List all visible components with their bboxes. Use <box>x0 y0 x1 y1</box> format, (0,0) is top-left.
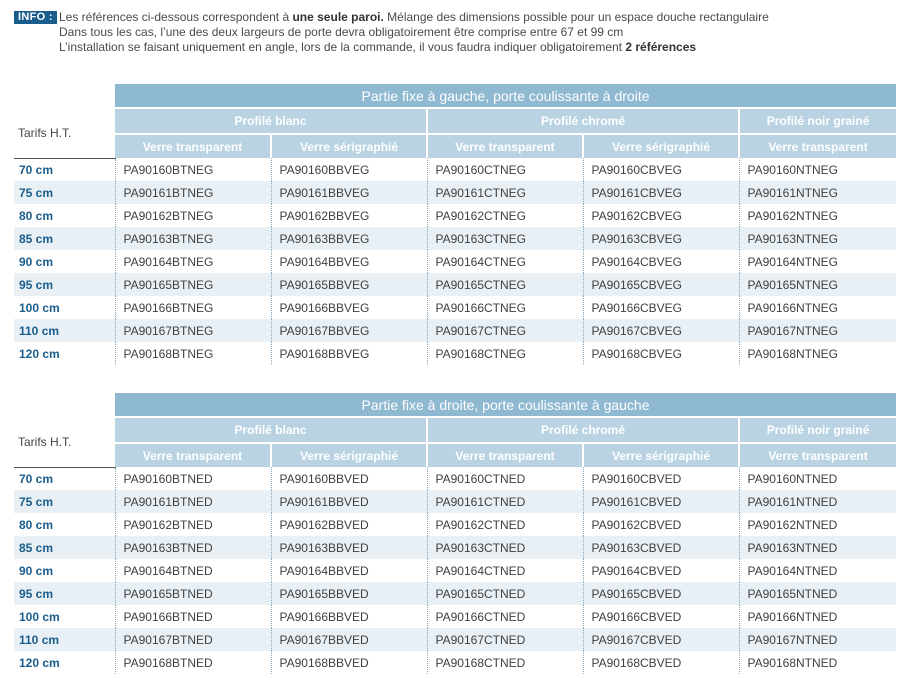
reference-cell: PA90168CTNEG <box>427 342 583 365</box>
group-header-row <box>14 108 896 134</box>
reference-cell: PA90163NTNED <box>739 536 896 559</box>
reference-cell: PA90164CTNEG <box>427 250 583 273</box>
reference-cell: PA90166NTNED <box>739 605 896 628</box>
table-body <box>14 84 896 365</box>
reference-cell: PA90165BTNED <box>115 582 271 605</box>
info-line-3-text: L’installation se faisant uniquement en angle, lors de la commande, il vous faudra indiquer obligatoirement <box>59 40 626 54</box>
reference-cell: PA90167CTNED <box>427 628 583 651</box>
group-header-row <box>14 417 896 443</box>
size-cell: 85 cm <box>14 536 115 559</box>
size-cell: 120 cm <box>19 346 60 361</box>
size-cell: 75 cm <box>14 490 115 513</box>
reference-cell: PA90162BBVEG <box>271 204 427 227</box>
col-header: Verre sérigraphié <box>583 443 739 467</box>
reference-cell: PA90164BBVEG <box>271 250 427 273</box>
reference-cell: PA90167BBVED <box>271 628 427 651</box>
size-cell: 110 cm <box>14 628 115 651</box>
reference-cell: PA90162CBVED <box>583 513 739 536</box>
reference-cell: PA90165CBVED <box>583 582 739 605</box>
reference-cell: PA90166CBVED <box>583 605 739 628</box>
size-cell: 95 cm <box>14 582 115 605</box>
reference-cell: PA90162BTNEG <box>115 204 271 227</box>
reference-cell: PA90160CTNEG <box>427 158 583 181</box>
reference-cell: PA90164CBVED <box>583 559 739 582</box>
reference-cell: PA90165NTNEG <box>739 273 896 296</box>
table-row <box>14 227 896 250</box>
table-row <box>14 296 896 319</box>
table-row <box>14 250 896 273</box>
reference-cell: PA90160NTNED <box>739 467 896 490</box>
reference-cell: PA90165CTNED <box>427 582 583 605</box>
reference-cell: PA90162NTNEG <box>739 204 896 227</box>
reference-cell: PA90167BTNEG <box>115 319 271 342</box>
tarifs-label: Tarifs H.T. <box>14 108 115 158</box>
reference-cell: PA90163NTNEG <box>739 227 896 250</box>
reference-cell: PA90163BTNEG <box>115 227 271 250</box>
reference-cell: PA90162CTNED <box>427 513 583 536</box>
reference-cell: PA90165BBVED <box>271 582 427 605</box>
reference-cell: PA90166CBVEG <box>583 296 739 319</box>
reference-cell: PA90168CBVEG <box>583 342 739 365</box>
size-cell: 90 cm <box>19 254 54 269</box>
table-title: Partie fixe à droite, porte coulissante à gauche <box>115 393 896 417</box>
size-cell: 75 cm <box>14 181 115 204</box>
size-cell: 90 cm <box>19 563 54 578</box>
reference-cell: PA90160BBVED <box>271 467 427 490</box>
info-line-1-text: Les références ci-dessous correspondent à <box>59 10 293 24</box>
reference-cell: PA90168NTNED <box>739 651 896 674</box>
reference-cell: PA90165BTNEG <box>115 273 271 296</box>
table-row <box>14 559 896 582</box>
info-line-2 <box>14 25 894 40</box>
col-header: Verre sérigraphié <box>271 443 427 467</box>
reference-cell: PA90162BBVED <box>271 513 427 536</box>
table-row <box>14 536 896 559</box>
group-profile-black: Profilé noir grainé <box>739 108 896 134</box>
reference-cell: PA90163BBVED <box>271 536 427 559</box>
reference-cell: PA90163CTNEG <box>427 227 583 250</box>
reference-cell: PA90166NTNEG <box>739 296 896 319</box>
reference-cell: PA90167BTNED <box>115 628 271 651</box>
sub-header-row <box>14 134 896 158</box>
reference-cell: PA90161NTNED <box>739 490 896 513</box>
reference-cell: PA90164NTNEG <box>739 250 896 273</box>
reference-cell: PA90164BTNEG <box>115 250 271 273</box>
reference-cell: PA90168CBVED <box>583 651 739 674</box>
info-badge: INFO : <box>14 11 57 24</box>
reference-cell: PA90168BBVEG <box>271 342 427 365</box>
reference-cell: PA90166BBVED <box>271 605 427 628</box>
reference-cell: PA90162BTNED <box>115 513 271 536</box>
reference-cell: PA90161BBVEG <box>271 181 427 204</box>
reference-cell: PA90163CTNED <box>427 536 583 559</box>
reference-cell: PA90168NTNEG <box>739 342 896 365</box>
table-row <box>14 490 896 513</box>
reference-cell: PA90166CTNEG <box>427 296 583 319</box>
title-row <box>14 393 896 417</box>
reference-cell: PA90160BTNEG <box>115 158 271 181</box>
reference-cell: PA90162NTNED <box>739 513 896 536</box>
reference-cell: PA90160BTNED <box>115 467 271 490</box>
reference-cell: PA90160CBVEG <box>583 158 739 181</box>
reference-cell: PA90168CTNED <box>427 651 583 674</box>
col-header: Verre transparent <box>115 443 271 467</box>
reference-table-right <box>14 393 896 674</box>
table-row <box>14 181 896 204</box>
reference-cell: PA90164BBVED <box>271 559 427 582</box>
reference-cell: PA90166BBVEG <box>271 296 427 319</box>
reference-cell: PA90163BBVEG <box>271 227 427 250</box>
size-cell: 110 cm <box>14 319 115 342</box>
reference-table-left <box>14 84 896 365</box>
reference-cell: PA90163CBVEG <box>583 227 739 250</box>
table-row <box>14 273 896 296</box>
sub-header-row <box>14 443 896 467</box>
reference-cell: PA90161CBVEG <box>583 181 739 204</box>
reference-cell: PA90168BTNED <box>115 651 271 674</box>
reference-cell: PA90161CBVED <box>583 490 739 513</box>
group-profile-white: Profilé blanc <box>115 417 427 443</box>
info-line-1-rest: Mélange des dimensions possible pour un espace douche rectangulaire <box>383 10 769 24</box>
reference-cell: PA90164NTNED <box>739 559 896 582</box>
col-header: Verre sérigraphié <box>271 134 427 158</box>
reference-cell: PA90166BTNED <box>115 605 271 628</box>
info-block <box>14 10 894 55</box>
col-header: Verre transparent <box>739 443 896 467</box>
table-row <box>14 342 896 365</box>
reference-cell: PA90162CBVEG <box>583 204 739 227</box>
col-header: Verre sérigraphié <box>583 134 739 158</box>
reference-cell: PA90163BTNED <box>115 536 271 559</box>
table-row <box>14 467 896 490</box>
size-cell: 120 cm <box>19 655 60 670</box>
reference-cell: PA90167CBVEG <box>583 319 739 342</box>
info-line-3 <box>14 40 894 55</box>
reference-cell: PA90165NTNED <box>739 582 896 605</box>
reference-cell: PA90166CTNED <box>427 605 583 628</box>
size-cell: 80 cm <box>19 517 54 532</box>
reference-cell: PA90160CBVED <box>583 467 739 490</box>
reference-cell: PA90167CTNEG <box>427 319 583 342</box>
reference-cell: PA90167NTNEG <box>739 319 896 342</box>
reference-cell: PA90165BBVEG <box>271 273 427 296</box>
table-row <box>14 582 896 605</box>
reference-cell: PA90160BBVEG <box>271 158 427 181</box>
reference-cell: PA90168BBVED <box>271 651 427 674</box>
title-row <box>14 84 896 108</box>
table-row <box>14 605 896 628</box>
tarifs-label: Tarifs H.T. <box>14 417 115 467</box>
reference-cell: PA90167CBVED <box>583 628 739 651</box>
table-row <box>14 628 896 651</box>
group-profile-white: Profilé blanc <box>115 108 427 134</box>
reference-cell: PA90161CTNED <box>427 490 583 513</box>
info-line-1-bold: une seule paroi. <box>292 10 384 24</box>
group-profile-chrome: Profilé chromé <box>427 108 739 134</box>
reference-cell: PA90165CBVEG <box>583 273 739 296</box>
reference-cell: PA90165CTNEG <box>427 273 583 296</box>
size-cell: 100 cm <box>19 300 60 315</box>
col-header: Verre transparent <box>427 134 583 158</box>
size-cell: 70 cm <box>19 471 54 486</box>
corner-cell <box>14 84 115 108</box>
size-cell: 85 cm <box>14 227 115 250</box>
reference-cell: PA90163CBVED <box>583 536 739 559</box>
reference-cell: PA90161NTNEG <box>739 181 896 204</box>
reference-cell: PA90164CBVEG <box>583 250 739 273</box>
col-header: Verre transparent <box>427 443 583 467</box>
corner-cell <box>14 393 115 417</box>
reference-cell: PA90160NTNEG <box>739 158 896 181</box>
table-title: Partie fixe à gauche, porte coulissante à droite <box>115 84 896 108</box>
col-header: Verre transparent <box>115 134 271 158</box>
size-cell: 100 cm <box>19 609 60 624</box>
reference-cell: PA90164CTNED <box>427 559 583 582</box>
group-profile-black: Profilé noir grainé <box>739 417 896 443</box>
reference-cell: PA90160CTNED <box>427 467 583 490</box>
info-line-3-bold: 2 références <box>625 40 697 54</box>
reference-cell: PA90167NTNED <box>739 628 896 651</box>
reference-cell: PA90166BTNEG <box>115 296 271 319</box>
table-row <box>14 158 896 181</box>
col-header: Verre transparent <box>739 134 896 158</box>
reference-cell: PA90168BTNEG <box>115 342 271 365</box>
reference-cell: PA90161CTNEG <box>427 181 583 204</box>
size-cell: 70 cm <box>19 162 54 177</box>
table-row <box>14 513 896 536</box>
info-line-2-text: Dans tous les cas, l’une des deux largeurs de porte devra obligatoirement être comprise entre 67 et 99 cm <box>59 25 624 39</box>
reference-cell: PA90161BTNED <box>115 490 271 513</box>
reference-cell: PA90167BBVEG <box>271 319 427 342</box>
group-profile-chrome: Profilé chromé <box>427 417 739 443</box>
info-line-1 <box>14 10 894 25</box>
reference-cell: PA90161BTNEG <box>115 181 271 204</box>
reference-cell: PA90161BBVED <box>271 490 427 513</box>
table-row <box>14 319 896 342</box>
size-cell: 80 cm <box>19 208 54 223</box>
table-body <box>14 393 896 674</box>
table-row <box>14 651 896 674</box>
table-row <box>14 204 896 227</box>
reference-cell: PA90164BTNED <box>115 559 271 582</box>
size-cell: 95 cm <box>14 273 115 296</box>
reference-cell: PA90162CTNEG <box>427 204 583 227</box>
